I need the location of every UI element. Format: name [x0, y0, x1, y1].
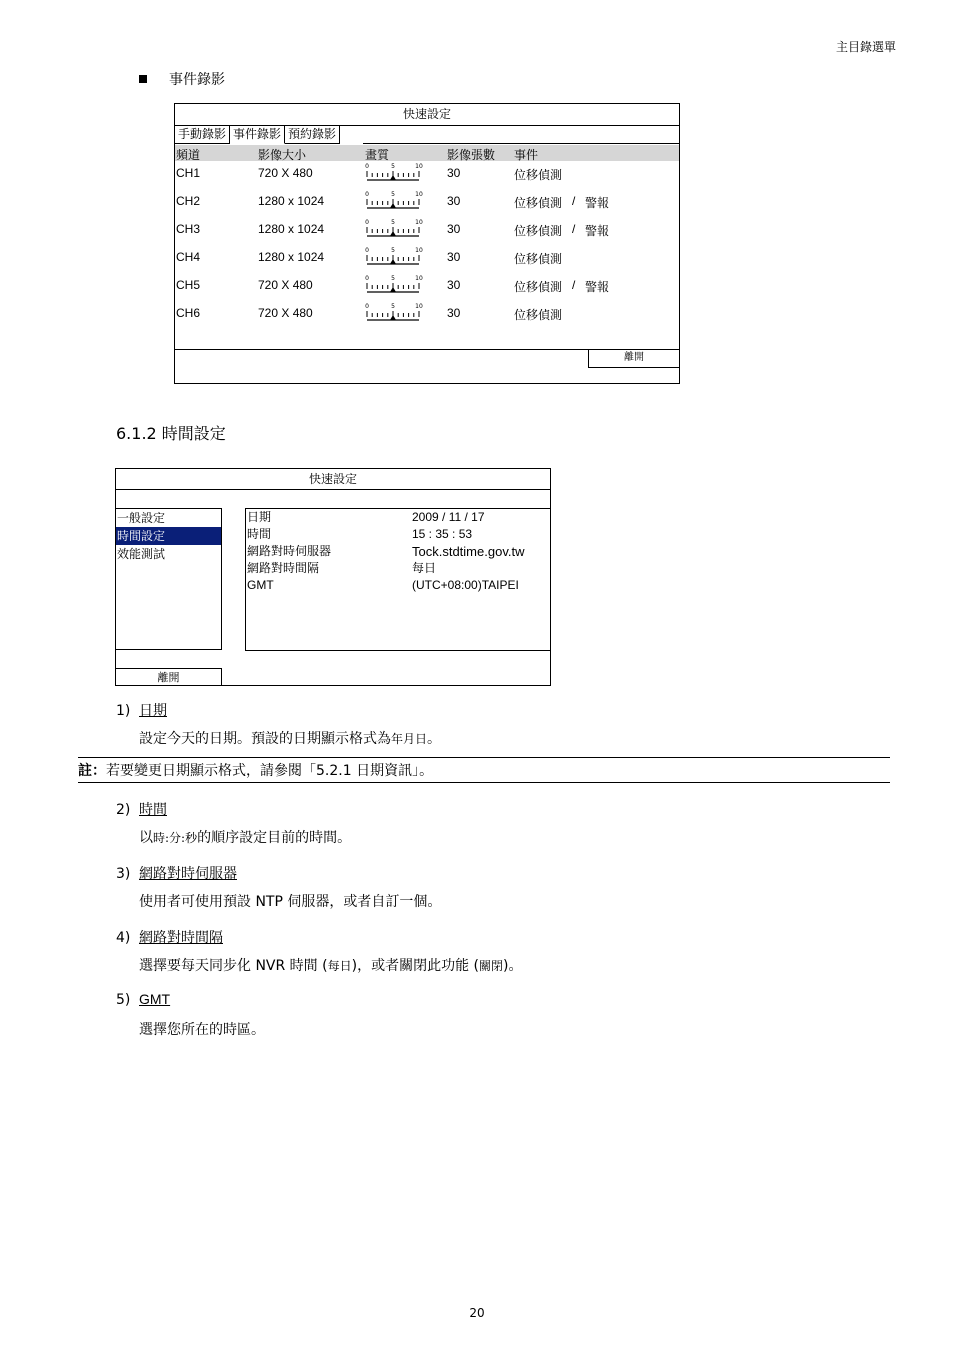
desc-option-off: 關閉: [478, 959, 503, 973]
slider-handle[interactable]: [390, 259, 396, 264]
item-number: 5): [116, 992, 131, 1008]
header-chapter-label: 主目錄選單: [835, 40, 896, 54]
table-row: [175, 221, 679, 249]
item-label: 日期: [139, 703, 167, 719]
tab-schedule-record[interactable]: 預約錄影: [285, 125, 340, 144]
quick-setup-panel-time: [115, 468, 551, 686]
menu-item-performance[interactable]: 效能測試: [117, 547, 166, 561]
desc-format: 時:分:秒: [153, 831, 198, 845]
event-record-label: 事件錄影: [169, 72, 225, 88]
event-cell: 位移偵測: [514, 280, 563, 294]
desc-text: 使用者可使用預設 NTP 伺服器，或者自訂一個。: [139, 894, 442, 910]
section-title: 6.1.2 時間設定: [116, 424, 226, 443]
tab-manual-record[interactable]: 手動錄影: [175, 125, 230, 144]
quality-slider[interactable]: [365, 189, 423, 215]
date-label: 日期: [247, 510, 272, 524]
slider-tick-label: 0: [365, 247, 369, 254]
col-event: 事件: [514, 148, 539, 162]
settings-menu: [116, 508, 222, 650]
slider-tick-label: 10: [415, 247, 423, 254]
slider-tick-label: 0: [365, 219, 369, 226]
desc-format: 年月日: [391, 732, 428, 746]
item-1-heading: [116, 700, 167, 720]
event-cell: 位移偵測: [514, 224, 563, 238]
bullet-square-icon: [139, 75, 147, 83]
event-cell: 位移偵測: [514, 168, 563, 182]
slider-tick-label: 10: [415, 163, 423, 170]
col-fps: 影像張數: [447, 148, 496, 162]
desc-text: )。: [503, 958, 523, 974]
tab-event-record[interactable]: 事件錄影: [230, 125, 285, 144]
note-text-end: 」。: [412, 763, 434, 779]
table-row: [175, 249, 679, 277]
channel-cell: CH3: [176, 222, 201, 236]
quality-slider[interactable]: [365, 245, 423, 271]
slider-tick-label: 0: [365, 275, 369, 282]
date-value[interactable]: 2009 / 11 / 17: [412, 510, 485, 524]
exit-button[interactable]: 離開: [588, 349, 679, 368]
channel-cell: CH5: [176, 278, 201, 292]
slider-tick-label: 10: [415, 219, 423, 226]
desc-option-daily: 每日: [327, 959, 352, 973]
desc-text: 選擇要每天同步化 NVR 時間 (: [139, 958, 328, 974]
slider-tick-label: 5: [391, 163, 395, 170]
slider-tick-label: 5: [391, 247, 395, 254]
col-channel: 頻道: [176, 148, 201, 162]
exit-button[interactable]: 離開: [116, 668, 222, 685]
time-label: 時間: [247, 527, 272, 541]
item-number: 4): [116, 930, 131, 946]
ntp-interval-label: 網路對時間隔: [247, 561, 320, 575]
panel-title: 快速設定: [175, 104, 679, 126]
slider-tick-label: 5: [391, 275, 395, 282]
table-row: [175, 277, 679, 305]
page-number: 20: [469, 1306, 485, 1320]
fps-cell: 30: [447, 166, 461, 180]
item-number: 1): [116, 703, 131, 719]
event-cell-alarm: 警報: [585, 196, 610, 210]
item-number: 2): [116, 802, 131, 818]
event-record-heading: [139, 69, 225, 89]
slider-tick-label: 0: [365, 163, 369, 170]
desc-text: 的順序設定目前的時間。: [197, 830, 352, 846]
slider-handle[interactable]: [390, 175, 396, 180]
time-settings-list: [245, 508, 550, 651]
event-cell: 位移偵測: [514, 252, 563, 266]
event-separator: /: [572, 278, 576, 292]
channel-cell: CH4: [176, 250, 201, 264]
quality-slider[interactable]: [365, 301, 423, 327]
slider-tick-label: 0: [365, 191, 369, 198]
event-separator: /: [572, 222, 576, 236]
slider-tick-label: 0: [365, 303, 369, 310]
item-3-desc: [139, 891, 441, 911]
tab-divider: [363, 143, 679, 144]
note-text: 若要變更日期顯示格式，請參閱「: [106, 763, 316, 779]
time-value[interactable]: 15 : 35 : 53: [412, 527, 473, 541]
item-number: 3): [116, 866, 131, 882]
event-separator: /: [572, 194, 576, 208]
item-label: 網路對時間隔: [139, 930, 223, 946]
col-quality: 畫質: [365, 148, 390, 162]
desc-text: 。: [427, 731, 442, 747]
size-cell[interactable]: 1280 x 1024: [258, 222, 325, 236]
table-header: [175, 145, 679, 161]
menu-item-general[interactable]: 一般設定: [117, 511, 166, 525]
table-row: [175, 193, 679, 221]
menu-item-time[interactable]: 時間設定: [116, 527, 221, 545]
slider-tick-label: 5: [391, 191, 395, 198]
size-cell[interactable]: 1280 x 1024: [258, 194, 325, 208]
note-box: [78, 757, 890, 783]
slider-tick-label: 5: [391, 219, 395, 226]
channel-cell: CH1: [176, 166, 201, 180]
item-5-desc: [139, 1019, 265, 1039]
quality-slider[interactable]: [365, 273, 423, 299]
fps-cell: 30: [447, 222, 461, 236]
quick-setup-panel-record: [174, 103, 680, 384]
event-cell: 位移偵測: [514, 308, 563, 322]
item-label: GMT: [139, 991, 171, 1007]
item-5-heading: [116, 991, 170, 1008]
item-2-desc: [139, 827, 351, 847]
channel-cell: CH2: [176, 194, 201, 208]
col-size: 影像大小: [258, 148, 307, 162]
quality-slider[interactable]: [365, 217, 423, 243]
event-cell-alarm: 警報: [585, 280, 610, 294]
item-2-heading: [116, 799, 167, 819]
desc-text: 選擇您所在的時區。: [139, 1022, 265, 1038]
ntp-server-value[interactable]: Tock.stdtime.gov.tw: [412, 544, 525, 559]
slider-tick-label: 10: [415, 275, 423, 282]
slider-handle[interactable]: [390, 315, 396, 320]
panel-title: 快速設定: [116, 469, 550, 490]
size-cell[interactable]: 720 X 480: [258, 166, 313, 180]
ntp-interval-value[interactable]: 每日: [412, 561, 437, 575]
fps-cell: 30: [447, 194, 461, 208]
fps-cell: 30: [447, 306, 461, 320]
table-row: [175, 165, 679, 193]
note-reference: 5.2.1 日期資訊: [316, 763, 413, 779]
gmt-value[interactable]: (UTC+08:00)TAIPEI: [412, 578, 519, 592]
desc-text: 設定今天的日期。預設的日期顯示格式為: [139, 731, 391, 747]
size-cell[interactable]: 720 X 480: [258, 278, 313, 292]
gmt-label: GMT: [247, 578, 274, 592]
slider-tick-label: 5: [391, 303, 395, 310]
ntp-server-label: 網路對時伺服器: [247, 544, 332, 558]
item-4-desc: [139, 955, 522, 975]
event-cell-alarm: 警報: [585, 224, 610, 238]
table-row: [175, 305, 679, 333]
event-cell: 位移偵測: [514, 196, 563, 210]
fps-cell: 30: [447, 278, 461, 292]
quality-slider[interactable]: [365, 161, 423, 187]
item-4-heading: [116, 927, 223, 947]
item-label: 網路對時伺服器: [139, 866, 237, 882]
slider-handle[interactable]: [390, 231, 396, 236]
size-cell[interactable]: 720 X 480: [258, 306, 313, 320]
slider-handle[interactable]: [390, 287, 396, 292]
desc-text: 以: [139, 830, 153, 846]
desc-text: )，或者關閉此功能 (: [351, 958, 479, 974]
item-label: 時間: [139, 802, 167, 818]
record-tabs: [175, 125, 340, 144]
size-cell[interactable]: 1280 x 1024: [258, 250, 325, 264]
note-prefix: 註：: [78, 763, 106, 779]
item-3-heading: [116, 863, 237, 883]
channel-cell: CH6: [176, 306, 201, 320]
slider-tick-label: 10: [415, 303, 423, 310]
fps-cell: 30: [447, 250, 461, 264]
slider-handle[interactable]: [390, 203, 396, 208]
item-1-desc: [139, 728, 441, 748]
slider-tick-label: 10: [415, 191, 423, 198]
